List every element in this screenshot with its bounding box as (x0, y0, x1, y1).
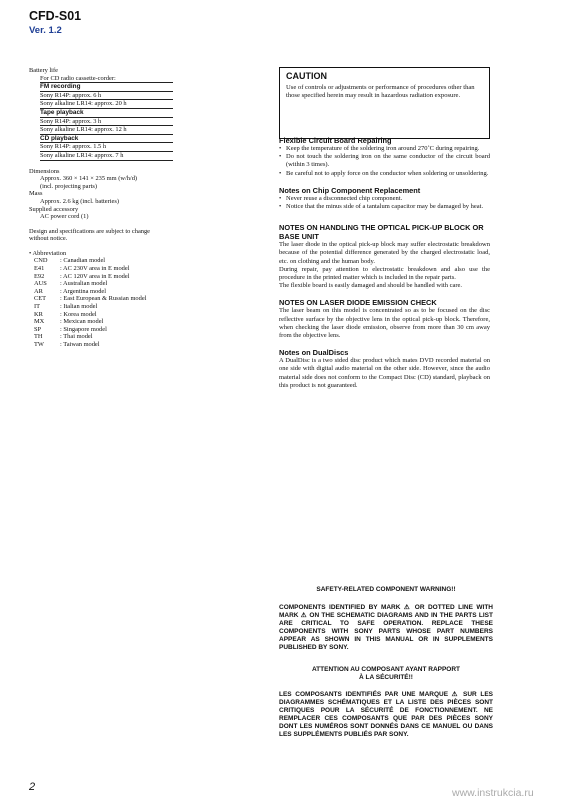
disclaimer-line: Design and specifications are subject to change (29, 227, 151, 235)
dualdisc-heading: Notes on DualDiscs (279, 348, 349, 358)
optical-paragraph: The flexible board is easily damaged and should be handled with care. (279, 282, 463, 290)
fm-row: Sony R14P: approx. 6 h (40, 91, 173, 100)
cd-heading: CD playback (40, 134, 173, 143)
abbreviation-desc: : AC 120V area in E model (60, 272, 130, 280)
bullet-item: • Never reuse a disconnected chip component. (279, 195, 490, 203)
bullet-item: • Do not touch the soldering iron on the same conductor of the circuit board (within 3 times). (279, 153, 490, 169)
safety-text: COMPONENTS IDENTIFIED BY MARK ⚠ OR DOTTED LINE WITH MARK ⚠ ON THE SCHEMATIC DIAGRAMS AND IN THE PARTS LIST ARE CRITICAL TO SAFE OPERATION. REPLACE THESE COMPONENTS WITH SONY PARTS WHOSE PART NUMBERS APPEAR AS SHOWN IN THIS MANUAL OR IN SUPPLEMENTS PUBLISHED BY SONY. (279, 604, 493, 651)
abbreviation-row (29, 326, 244, 334)
abbreviation-row (29, 273, 244, 281)
abbreviation-code: E92 (34, 272, 45, 280)
safety-warning-section (279, 586, 493, 739)
abbreviation-code: KR (34, 310, 43, 318)
tape-row: Sony R14P: approx. 3 h (40, 117, 173, 126)
page-number: 2 (29, 781, 36, 793)
abbreviation-desc: : Taiwan model (60, 341, 100, 348)
bullet-text: Notice that the minus side of a tantalum capacitor may be damaged by heat. (286, 203, 484, 211)
chip-notes-heading: Notes on Chip Component Replacement (279, 185, 421, 195)
abbreviation-code: MX (34, 318, 45, 326)
dualdisc-paragraph: A DualDisc is a two sided disc product which mates DVD recorded material on one side with digital audio material on the other side. However, since the audio material side does not conform to the Compact Disc (CD) standard, playback on this product is not guaranteed. (279, 357, 490, 389)
caution-box (279, 67, 490, 139)
abbreviation-code: TH (34, 333, 43, 341)
caution-text: Use of controls or adjustments or performance of procedures other than those specified herein may result in hazardous radiation exposure. (286, 84, 475, 99)
abbreviation-row (29, 303, 244, 311)
abbreviation-desc: : Canadian model (60, 257, 106, 265)
tape-row: Sony alkaline LR14: approx. 12 h (40, 126, 173, 135)
bullet-item: • Notice that the minus side of a tantalum capacitor may be damaged by heat. (279, 203, 490, 211)
dimensions-value: Approx. 360 × 141 × 235 mm (w/h/d) (40, 175, 138, 183)
abbreviation-code: TW (34, 341, 44, 348)
tape-heading: Tape playback (40, 108, 173, 117)
fm-row: Sony alkaline LR14: approx. 20 h (40, 100, 173, 109)
dimensions-note: (incl. projecting parts) (40, 182, 97, 190)
bullet-text: Do not touch the soldering iron on the same conductor of the circuit board (within 3 times). (286, 153, 490, 169)
abbreviation-desc: : Argentina model (60, 287, 107, 295)
fm-heading: FM recording (40, 83, 173, 92)
abbreviation-row (29, 280, 244, 288)
abbreviation-code: IT (34, 303, 41, 311)
abbreviation-list (29, 257, 244, 348)
cd-mode-label: For CD radio cassette-corder: (40, 74, 116, 82)
safety-title-fr: ATTENTION AU COMPOSANT AYANT RAPPORT (311, 666, 461, 673)
laser-heading: NOTES ON LASER DIODE EMISSION CHECK (279, 298, 437, 308)
abbreviation-desc: : Thai model (60, 333, 93, 341)
model-title: CFD-S01 (29, 9, 82, 23)
bullet-item: • Be careful not to apply force on the conductor when soldering or unsoldering. (279, 169, 489, 177)
mass-value: Approx. 2.6 kg (incl. batteries) (40, 197, 119, 205)
service-notes-section (279, 136, 490, 390)
abbreviation-row (29, 295, 244, 303)
abbreviation-desc: : East European & Russian model (60, 295, 147, 303)
safety-title: SAFETY-RELATED COMPONENT WARNING!! (316, 586, 456, 593)
cd-row: Sony alkaline LR14: approx. 7 h (40, 151, 173, 160)
abbreviation-code: E41 (34, 265, 45, 273)
abbreviation-row (29, 341, 244, 349)
bullet-text: Never reuse a disconnected chip component. (286, 194, 403, 202)
caution-title: CAUTION (286, 71, 327, 81)
abbreviation-code: CND (34, 257, 48, 265)
abbreviation-row (29, 257, 244, 265)
battery-table (40, 82, 173, 160)
abbreviation-row (29, 318, 244, 326)
optical-paragraph: During repair, pay attention to electrostatic breakdown and also use the procedure in the printed matter which is included in the repair parts. (279, 265, 490, 282)
accessory-label: Supplied accessory (29, 205, 79, 213)
watermark: www.instrukcia.ru (452, 787, 534, 799)
laser-paragraph: The laser beam on this model is concentrated so as to be focused on the disc reflective surface by the objective lens in the optical pick-up block. Therefore, when checking the laser diode emission, observe from more than 30 cm away from the objective lens. (279, 307, 490, 340)
cd-row: Sony R14P: approx. 1.5 h (40, 143, 173, 152)
battery-life-label: Battery life (29, 67, 58, 74)
specifications-section (29, 67, 244, 349)
abbreviation-row (29, 333, 244, 341)
abbreviation-desc: : AC 230V area in E model (60, 265, 130, 273)
abbreviation-desc: : Australian model (60, 280, 108, 288)
optical-heading: NOTES ON HANDLING THE OPTICAL PICK-UP BLOCK OR BASE UNIT (279, 223, 484, 242)
abbreviation-code: AUS (34, 280, 47, 288)
bullet-item: • Keep the temperature of the soldering iron around 270˚C during repairing. (279, 145, 490, 153)
abbreviation-code: AR (34, 287, 43, 295)
abbreviation-desc: : Mexican model (60, 318, 104, 326)
safety-text-fr: LES COMPOSANTS IDENTIFIÉS PAR UNE MARQUE ⚠ SUR LES DIAGRAMMES SCHÉMATIQUES ET LA LISTE DES PIÈCES SONT CRITIQUES POUR LA SÉCURITÉ DE FONCTIONNEMENT. NE REMPLACER CES COMPOSANTS QUE PAR DES PIÈCES SONY DONT LES NUMÉROS SONT DONNÉS DANS CE MANUEL OU DANS LES SUPPLÉMENTS PUBLIÉS PAR SONY. (279, 691, 493, 738)
safety-title-fr: À LA SÉCURITÉ!! (359, 674, 413, 681)
optical-paragraph: The laser diode in the optical pick-up block may suffer electrostatic breakdown because of the potential difference generated by the charged electrostatic load, etc. on clothing and the human body. (279, 241, 490, 265)
abbreviation-desc: : Singapore model (60, 325, 107, 333)
accessory-value: AC power cord (1) (40, 213, 89, 221)
mass-label: Mass (29, 190, 43, 198)
abbreviation-row (29, 288, 244, 296)
abbreviation-row (29, 311, 244, 319)
version-label: Ver. 1.2 (29, 25, 62, 36)
abbreviation-desc: : Italian model (60, 303, 98, 311)
abbreviation-row (29, 265, 244, 273)
abbreviation-label: • Abbreviation (29, 249, 67, 257)
flex-repair-heading: Flexible Circuit Board Repairing (279, 136, 392, 145)
bullet-text: Keep the temperature of the soldering iron around 270˚C during repairing. (286, 145, 480, 152)
abbreviation-desc: : Korea model (60, 310, 97, 318)
bullet-text: Be careful not to apply force on the conductor when soldering or unsoldering. (286, 169, 489, 177)
dimensions-label: Dimensions (29, 167, 60, 175)
disclaimer-line: without notice. (29, 235, 68, 243)
abbreviation-code: SP (34, 325, 42, 333)
abbreviation-code: CET (34, 295, 47, 303)
